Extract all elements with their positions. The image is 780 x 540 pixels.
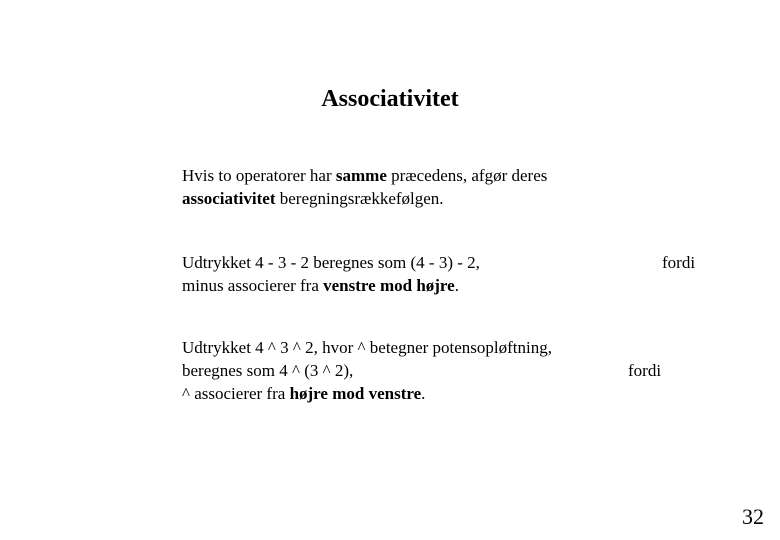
slide-title: Associativitet (321, 86, 459, 112)
text-span: præcedens, afgør deres (386, 166, 548, 185)
text-span: . (454, 276, 459, 295)
paragraph-line (182, 359, 662, 382)
paragraph-line (182, 251, 696, 274)
text-span: Hvis to operatorer har (182, 166, 336, 185)
paragraph-line (182, 164, 547, 187)
paragraph-associativity-definition (182, 164, 547, 210)
text-span: Udtrykket 4 - 3 - 2 beregnes som (4 - 3) - 2, (182, 253, 480, 272)
fordi-label: fordi (662, 253, 696, 272)
paragraph-line (182, 382, 552, 405)
text-span: Udtrykket 4 ^ 3 ^ 2, hvor ^ betegner potensopløftning, (182, 338, 553, 357)
bold-term-hojre-mod-venstre: højre mod venstre (289, 384, 422, 403)
text-span: . (421, 384, 426, 403)
paragraph-line (182, 336, 552, 359)
paragraph-line (182, 274, 480, 297)
text-span: beregningsrækkefølgen. (275, 189, 444, 208)
paragraph-minus-example (182, 251, 696, 297)
bold-term-venstre-mod-hojre: venstre mod højre (323, 276, 455, 295)
text-span: ^ associerer fra (182, 384, 290, 403)
bold-term-associativitet: associativitet (182, 189, 276, 208)
text-span: beregnes som 4 ^ (3 ^ 2), (182, 361, 354, 380)
fordi-label: fordi (628, 361, 662, 380)
paragraph-line (182, 187, 547, 210)
paragraph-power-example (182, 336, 662, 405)
page-number: 32 (742, 504, 764, 529)
bold-term-samme: samme (335, 166, 387, 185)
text-span: minus associerer fra (182, 276, 324, 295)
